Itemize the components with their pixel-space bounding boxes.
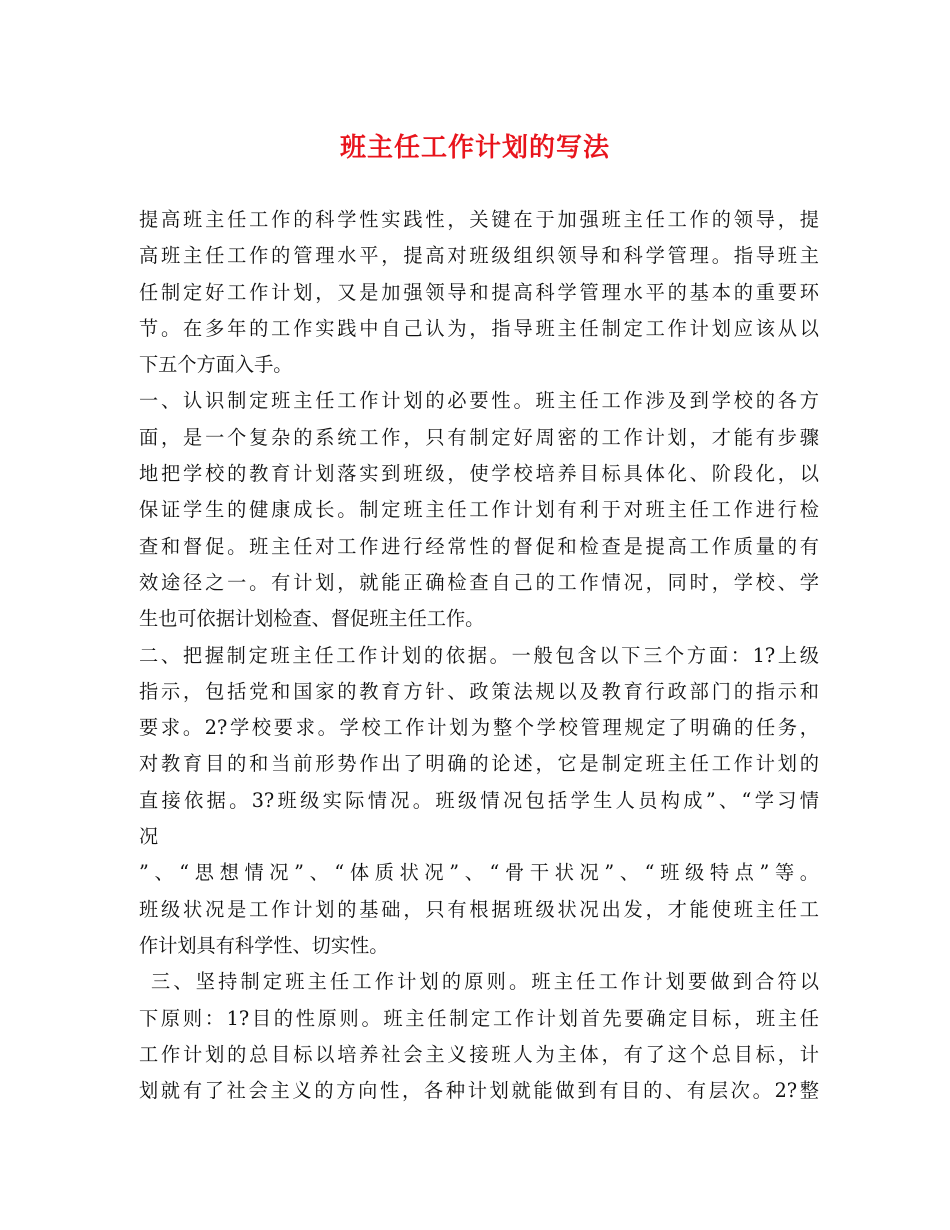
text-line: 下五个方面入手。 <box>139 353 293 377</box>
text-line: 节。在多年的工作实践中自己认为，指导班主任制定工作计划应该从以 <box>139 316 819 340</box>
text-line: ”、“思想情况”、“体质状况”、“骨干状况”、“班级特点”等。 <box>139 861 819 885</box>
text-line: 工作计划的总目标以培养社会主义接班人为主体，有了这个总目标，计 <box>139 1042 819 1066</box>
text-line: 任制定好工作计划，又是加强领导和提高科学管理水平的基本的重要环 <box>139 280 819 304</box>
document-title: 班主任工作计划的写法 <box>339 133 610 163</box>
text-line: 班级状况是工作计划的基础，只有根据班级状况出发，才能使班主任工 <box>139 897 819 921</box>
text-line: 对教育目的和当前形势作出了明确的论述，它是制定班主任工作计划的 <box>139 752 819 776</box>
text-line: 下原则：1?目的性原则。班主任制定工作计划首先要确定目标，班主任 <box>139 1006 819 1030</box>
document-body <box>139 202 819 1109</box>
text-line: 保证学生的健康成长。制定班主任工作计划有利于对班主任工作进行检 <box>139 498 819 522</box>
text-line: 直接依据。3?班级实际情况。班级情况包括学生人员构成”、“学习情 <box>139 788 819 812</box>
text-line: 作计划具有科学性、切实性。 <box>139 933 389 957</box>
text-line: 指示，包括党和国家的教育方针、政策法规以及教育行政部门的指示和 <box>139 679 819 703</box>
text-line: 地把学校的教育计划落实到班级，使学校培养目标具体化、阶段化，以 <box>139 462 819 486</box>
text-line: 查和督促。班主任对工作进行经常性的督促和检查是提高工作质量的有 <box>139 534 819 558</box>
text-line: 三、坚持制定班主任工作计划的原则。班主任工作计划要做到合符以 <box>151 970 819 994</box>
text-line: 要求。2?学校要求。学校工作计划为整个学校管理规定了明确的任务， <box>139 716 819 740</box>
text-line: 二、把握制定班主任工作计划的依据。一般包含以下三个方面：1?上级 <box>139 643 819 667</box>
text-line: 效途径之一。有计划，就能正确检查自己的工作情况，同时，学校、学 <box>139 570 819 594</box>
text-line: 生也可依据计划检查、督促班主任工作。 <box>139 607 485 631</box>
text-line: 况 <box>139 825 159 849</box>
text-line: 提高班主任工作的科学性实践性，关键在于加强班主任工作的领导，提 <box>139 208 819 231</box>
text-line: 一、认识制定班主任工作计划的必要性。班主任工作涉及到学校的各方 <box>139 389 819 413</box>
text-line: 划就有了社会主义的方向性，各种计划就能做到有目的、有层次。2?整 <box>139 1079 819 1103</box>
text-line: 高班主任工作的管理水平，提高对班级组织领导和科学管理。指导班主 <box>139 244 819 268</box>
text-line: 面，是一个复杂的系统工作，只有制定好周密的工作计划，才能有步骤 <box>139 425 819 449</box>
